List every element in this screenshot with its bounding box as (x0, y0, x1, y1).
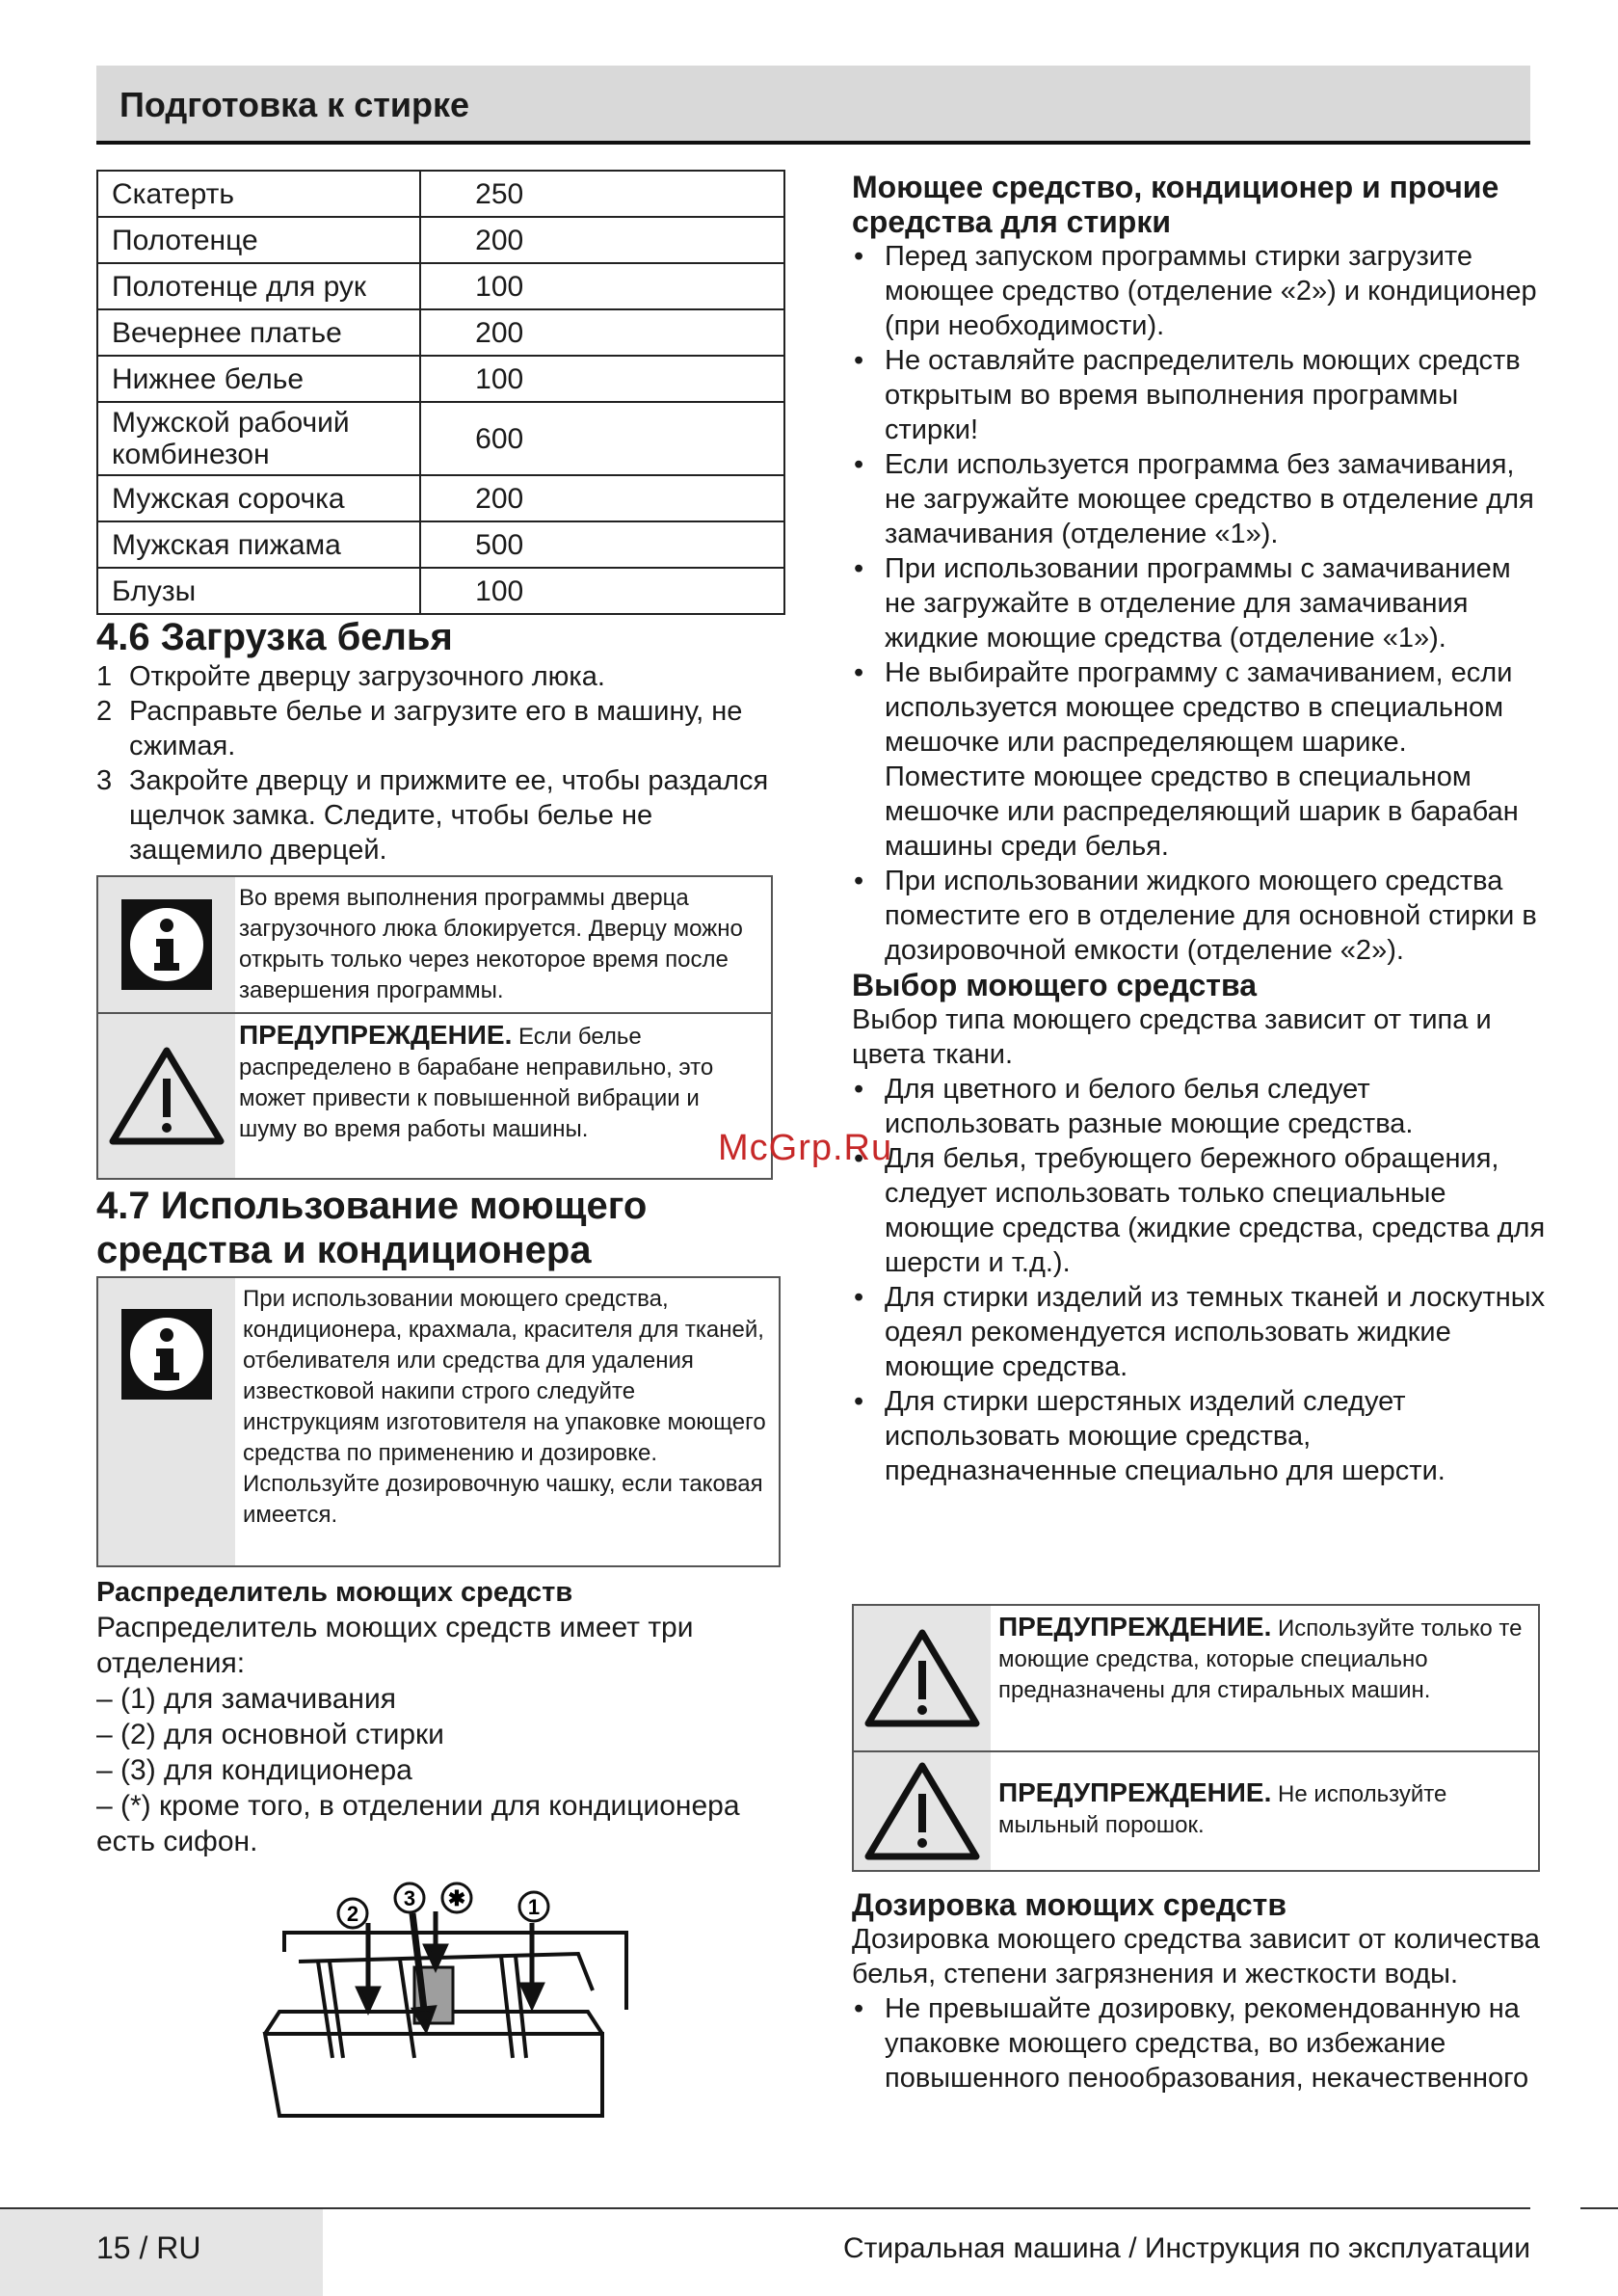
paragraph: Выбор типа моющего средства зависит от типа и цвета ткани. (852, 1004, 1492, 1070)
dosage-section (852, 1887, 1546, 2096)
paragraph: Дозировка моющего средства зависит от количества белья, степени загрязнения и жесткости воды. (852, 1924, 1540, 1989)
page-header (96, 66, 1530, 145)
diagram-label-3: 3 (403, 1886, 416, 1910)
step-3: 3 Закройте дверцу и прижмите ее, чтобы раздался щелчок замка. Следите, чтобы белье не защемило дверцей. (96, 765, 769, 866)
table-cell: 600 (420, 402, 784, 475)
subheading: Моющее средство, кондиционер и прочие средства для стирки (852, 170, 1499, 239)
info-text: При использовании моющего средства, кондиционера, крахмала, красителя для тканей, отбеливателя или средства для удаления известковой накипи строго следуйте инструкциям изготовителя на упаковке моющего средства по применению и дозировке. Используйте дозировочную чашку, если таковая имеется. (243, 1286, 766, 1528)
warning-box (852, 1604, 1540, 1872)
warning-text: ПРЕДУПРЕЖДЕНИЕ. Не используйте мыльный порошок. (998, 1777, 1447, 1838)
table-row (97, 309, 784, 356)
table-cell: Мужская пижама (97, 521, 420, 568)
diagram-label-2: 2 (346, 1902, 359, 1926)
info-box (96, 1276, 781, 1567)
laundry-weights-table (96, 170, 785, 615)
list-item: – (*) кроме того, в отделении для кондиционера есть сифон. (96, 1790, 740, 1857)
list-item: • При использовании жидкого моющего средства поместите его в отделение для основной стирки в дозировочной емкости (отделение «2»). (852, 864, 1546, 968)
list-item: • Для цветного и белого белья следует использовать разные моющие средства. (852, 1072, 1546, 1141)
list-item: • Не выбирайте программу с замачиванием, если используется моющее средство в специальном мешочке или распределяющем шарике. Поместите моющее средство в специальном мешочке или распределяющий шарик в барабан машины среди белья. (852, 655, 1546, 864)
table-cell: 200 (420, 217, 784, 263)
notice-box (96, 875, 773, 1180)
table-cell: Скатерть (97, 171, 420, 217)
table-cell: 100 (420, 263, 784, 309)
table-cell: 500 (420, 521, 784, 568)
section-4-7 (96, 1184, 785, 1272)
warning-icon (854, 1752, 991, 1870)
diagram-label-1: 1 (527, 1895, 541, 1919)
info-text: Во время выполнения программы дверца загрузочного люка блокируется. Дверцу можно открыть только через некоторое время после завершения программы. (239, 885, 743, 1003)
list-item: – (1) для замачивания (96, 1683, 396, 1715)
table-row (97, 356, 784, 402)
step-1: 1 Откройте дверцу загрузочного люка. (96, 661, 605, 692)
step-2: 2 Расправьте белье и загрузите его в машину, не сжимая. (96, 696, 743, 761)
table-cell: Полотенце (97, 217, 420, 263)
right-column (852, 170, 1546, 1488)
table-cell: 100 (420, 568, 784, 614)
table-cell: Полотенце для рук (97, 263, 420, 309)
list-item: • Для стирки шерстяных изделий следует использовать моющие средства, предназначенные специально для шерсти. (852, 1384, 1546, 1488)
list-item: • Для стирки изделий из темных тканей и лоскутных одеял рекомендуется использовать жидкие моющие средства. (852, 1280, 1546, 1384)
table-cell: Мужской рабочий комбинезон (97, 402, 420, 475)
subheading: Распределитель моющих средств (96, 1577, 573, 1608)
table-row (97, 475, 784, 521)
footer-divider (1580, 2207, 1618, 2209)
table-row (97, 217, 784, 263)
diagram-siphon-symbol: ✱ (447, 1886, 466, 1910)
paragraph: Распределитель моющих средств имеет три отделения: (96, 1612, 694, 1679)
page-title: Подготовка к стирке (119, 85, 470, 124)
footer-page-box (0, 2209, 323, 2296)
table-row (97, 402, 784, 475)
table-cell: Вечернее платье (97, 309, 420, 356)
list-item: • Не превышайте дозировку, рекомендованную на упаковке моющего средства, во избежание повышенного пенообразования, некачественного (852, 1991, 1546, 2096)
list-item: – (2) для основной стирки (96, 1719, 444, 1750)
warning-text: ПРЕДУПРЕЖДЕНИЕ. Если белье распределено в барабане неправильно, это может привести к повышенной вибрации и шуму во время работы машины. (239, 1020, 714, 1142)
list-item: • Перед запуском программы стирки загрузите моющее средство (отделение «2») и кондиционер (при необходимости). (852, 239, 1546, 343)
table-cell: Нижнее белье (97, 356, 420, 402)
subheading: Выбор моющего средства (852, 968, 1257, 1002)
table-cell: 200 (420, 309, 784, 356)
page-number: 15 / RU (96, 2230, 201, 2265)
section-heading: 4.6 Загрузка белья (96, 616, 453, 658)
list-item: • При использовании программы с замачиванием не загружайте в отделение для замачивания жидкие моющие средства (отделение «1»). (852, 551, 1546, 655)
table-row (97, 263, 784, 309)
info-icon (98, 1278, 235, 1565)
subheading: Дозировка моющих средств (852, 1887, 1287, 1922)
table-cell: 100 (420, 356, 784, 402)
dispenser-diagram (260, 1875, 636, 2125)
watermark: McGrp.Ru (718, 1128, 893, 1168)
table-row (97, 171, 784, 217)
table-cell: Мужская сорочка (97, 475, 420, 521)
list-item: – (3) для кондиционера (96, 1754, 412, 1786)
warning-icon (98, 1014, 235, 1178)
warning-icon (854, 1606, 991, 1750)
table-cell: 200 (420, 475, 784, 521)
footer-doc-title: Стиральная машина / Инструкция по эксплуатации (842, 2232, 1530, 2264)
warning-text: ПРЕДУПРЕЖДЕНИЕ. Используйте только те моющие средства, которые специально предназначены для стиральных машин. (998, 1612, 1523, 1703)
dispenser-section (96, 1575, 790, 1859)
section-4-6 (96, 615, 785, 868)
section-heading: 4.7 Использование моющего средства и кондиционера (96, 1185, 648, 1271)
list-item: • Не оставляйте распределитель моющих средств открытым во время выполнения программы стирки! (852, 343, 1546, 447)
info-icon (98, 877, 235, 1012)
table-cell: 250 (420, 171, 784, 217)
table-row (97, 521, 784, 568)
table-cell: Блузы (97, 568, 420, 614)
table-row (97, 568, 784, 614)
list-item: • Если используется программа без замачивания, не загружайте моющее средство в отделение для замачивания (отделение «1»). (852, 447, 1546, 551)
list-item: • Для белья, требующего бережного обращения, следует использовать только специальные моющие средства (жидкие средства, средства для шерсти и т.д.). (852, 1141, 1546, 1280)
